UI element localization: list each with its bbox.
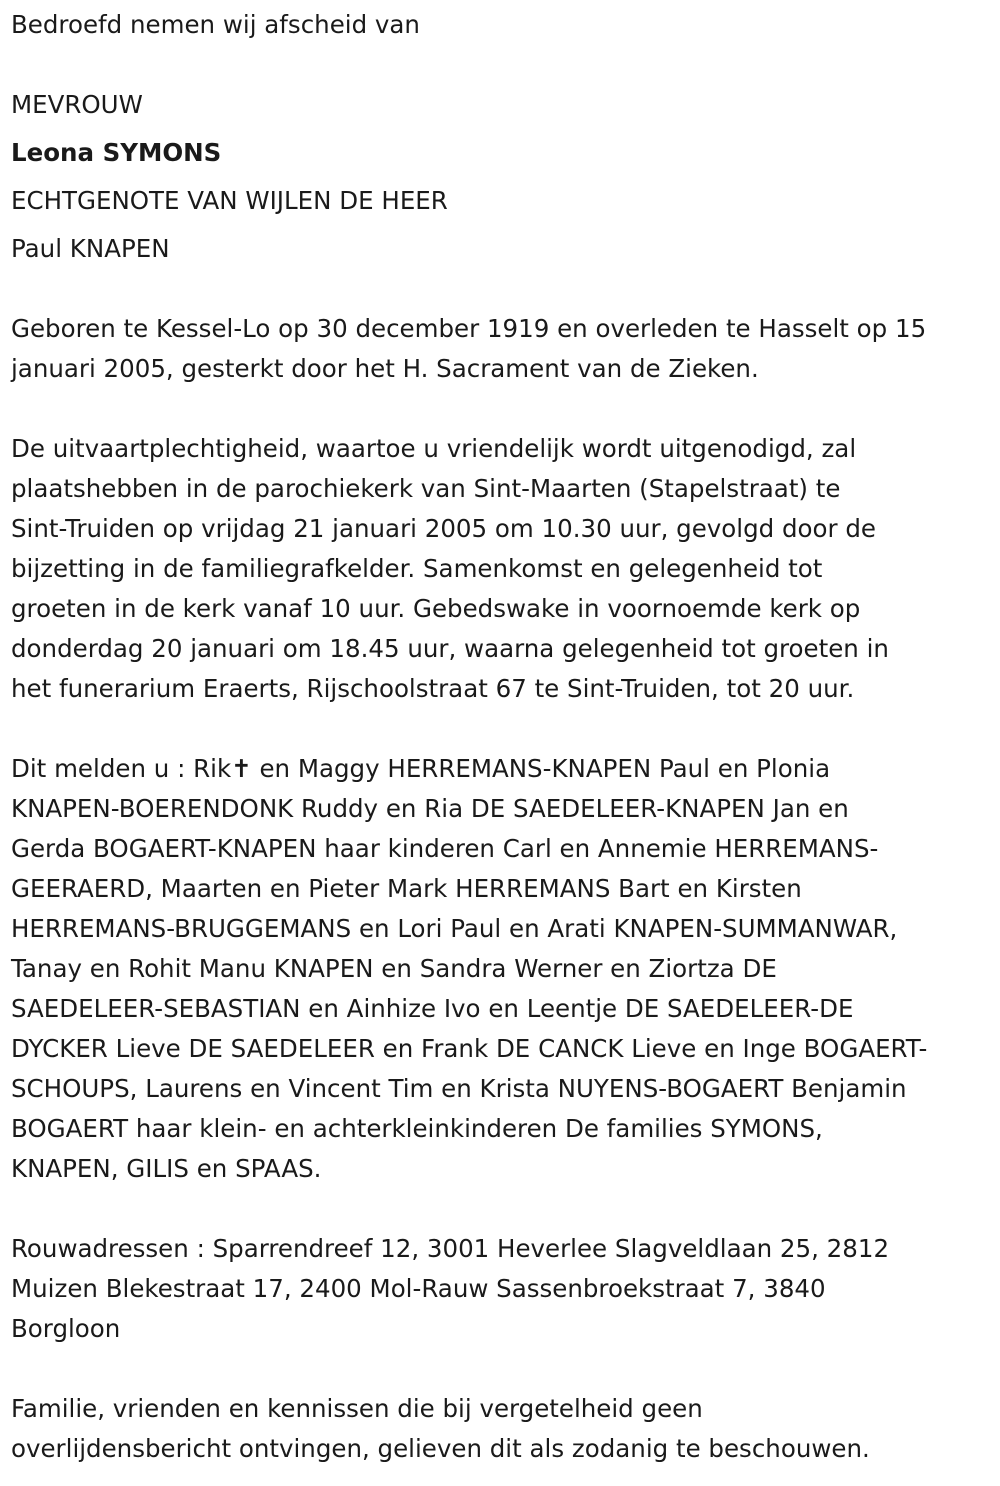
paragraph-line: Tanay en Rohit Manu KNAPEN en Sandra Werner en Ziortza DE — [11, 954, 777, 983]
paragraph-line: Muizen Blekestraat 17, 2400 Mol-Rauw Sassenbroekstraat 7, 3840 — [11, 1274, 826, 1303]
paragraph-line: SCHOUPS, Laurens en Vincent Tim en Krista NUYENS-BOGAERT Benjamin — [11, 1074, 907, 1103]
paragraph-line: KNAPEN-BOERENDONK Ruddy en Ria DE SAEDELEER-KNAPEN Jan en — [11, 794, 849, 823]
paragraph-line: het funerarium Eraerts, Rijschoolstraat 67 te Sint-Truiden, tot 20 uur. — [11, 674, 855, 703]
deceased-name: Leona SYMONS — [11, 138, 222, 167]
paragraph-line: GEERAERD, Maarten en Pieter Mark HERREMANS Bart en Kirsten — [11, 874, 802, 903]
paragraph-line: SAEDELEER-SEBASTIAN en Ainhize Ivo en Leentje DE SAEDELEER-DE — [11, 994, 854, 1023]
birth-death-paragraph — [11, 309, 926, 389]
announcers-paragraph — [11, 749, 927, 1189]
paragraph-line: Borgloon — [11, 1314, 121, 1343]
ceremony-paragraph — [11, 429, 889, 709]
paragraph-line: overlijdensbericht ontvingen, gelieven dit als zodanig te beschouwen. — [11, 1434, 870, 1463]
paragraph-line: Familie, vrienden en kennissen die bij vergetelheid geen — [11, 1394, 703, 1423]
paragraph-line: bijzetting in de familiegrafkelder. Samenkomst en gelegenheid tot — [11, 554, 823, 583]
paragraph-line: januari 2005, gesterkt door het H. Sacrament van de Zieken. — [11, 354, 759, 383]
paragraph-line: Sint-Truiden op vrijdag 21 januari 2005 om 10.30 uur, gevolgd door de — [11, 514, 876, 543]
spouse-name: Paul KNAPEN — [11, 234, 170, 263]
paragraph-line: De uitvaartplechtigheid, waartoe u vriendelijk wordt uitgenodigd, zal — [11, 434, 857, 463]
title-prefix: MEVROUW — [11, 90, 143, 119]
intro-text: Bedroefd nemen wij afscheid van — [11, 10, 420, 39]
closing-paragraph — [11, 1389, 870, 1469]
announcers-continuation: en Maggy HERREMANS-KNAPEN Paul en Plonia — [251, 754, 831, 783]
paragraph-line: plaatshebben in de parochiekerk van Sint-Maarten (Stapelstraat) te — [11, 474, 841, 503]
paragraph-line: Geboren te Kessel-Lo op 30 december 1919 en overleden te Hasselt op 15 — [11, 314, 927, 343]
paragraph-line: groeten in de kerk vanaf 10 uur. Gebedswake in voornoemde kerk op — [11, 594, 861, 623]
relation-text: ECHTGENOTE VAN WIJLEN DE HEER — [11, 186, 448, 215]
announcers-lead: Dit melden u : Rik — [11, 754, 232, 783]
paragraph-line — [11, 749, 927, 789]
paragraph-line: Rouwadressen : Sparrendreef 12, 3001 Heverlee Slagveldlaan 25, 2812 — [11, 1234, 890, 1263]
paragraph-line: donderdag 20 januari om 18.45 uur, waarna gelegenheid tot groeten in — [11, 634, 889, 663]
paragraph-line: HERREMANS-BRUGGEMANS en Lori Paul en Arati KNAPEN-SUMMANWAR, — [11, 914, 898, 943]
paragraph-line: KNAPEN, GILIS en SPAAS. — [11, 1154, 322, 1183]
cross-icon: ✝ — [231, 754, 252, 783]
addresses-paragraph — [11, 1229, 889, 1349]
paragraph-line: DYCKER Lieve DE SAEDELEER en Frank DE CANCK Lieve en Inge BOGAERT- — [11, 1034, 928, 1063]
paragraph-line: BOGAERT haar klein- en achterkleinkinderen De families SYMONS, — [11, 1114, 823, 1143]
paragraph-line: Gerda BOGAERT-KNAPEN haar kinderen Carl en Annemie HERREMANS- — [11, 834, 879, 863]
